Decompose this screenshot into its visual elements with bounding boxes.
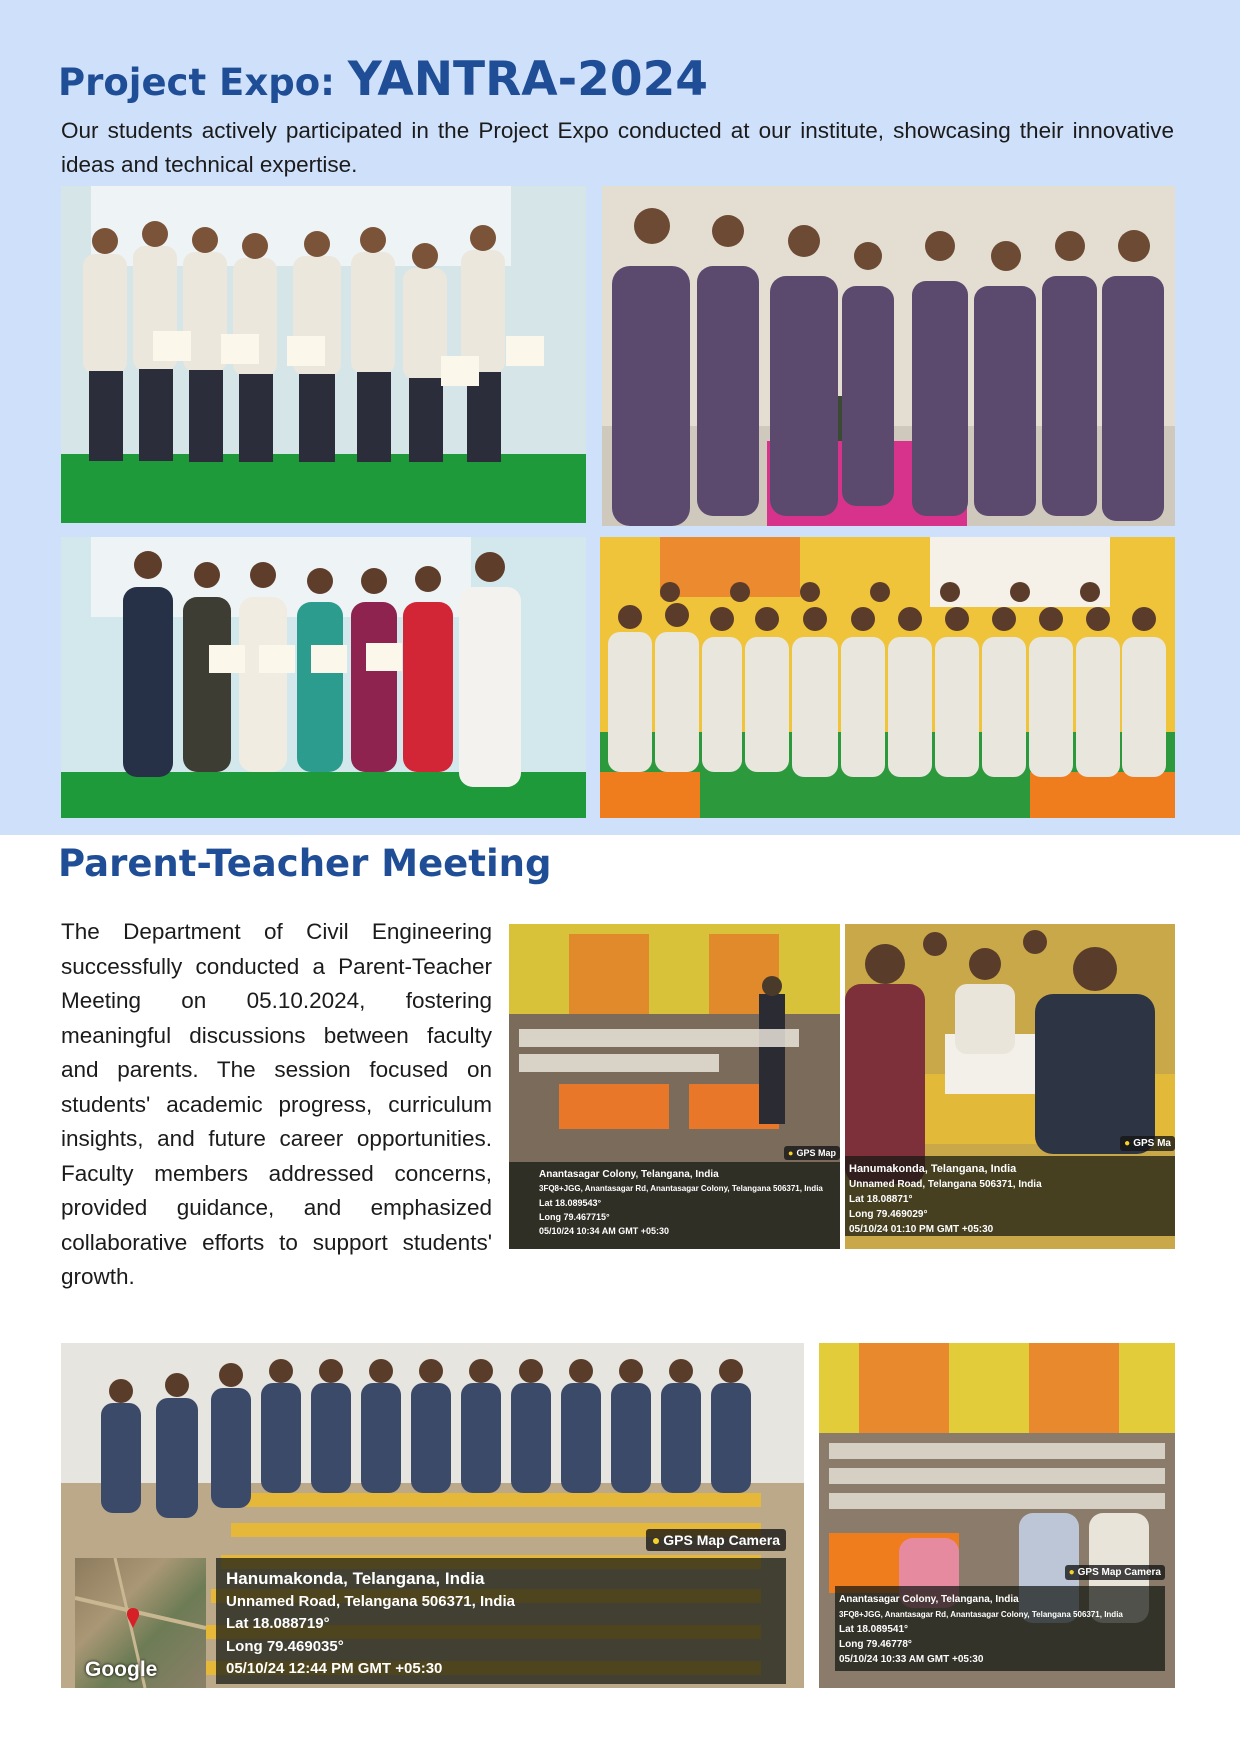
map-watermark: Google xyxy=(85,1658,158,1681)
title-highlight: YANTRA-2024 xyxy=(347,52,708,107)
caption-location: Hanumakonda, Telangana, India xyxy=(849,1163,1017,1175)
caption-longitude: Long 79.469035° xyxy=(226,1637,344,1655)
ptm-description: The Department of Civil Engineering successfully conducted a Parent-Teacher Meeting on 05.10.2024, fostering meaningful discussions between faculty and parents. The session focused on students' academic progress, curriculum insights, and future career opportunities. Faculty members addressed concerns, provided guidance, and emphasized collaborative efforts to support students' growth. xyxy=(61,919,492,1289)
gps-badge xyxy=(1065,1565,1165,1580)
caption-latitude: Lat 18.08871° xyxy=(849,1194,913,1205)
project-expo-title xyxy=(58,52,708,107)
ptm-photo-4 xyxy=(819,1343,1175,1688)
gps-badge-label: GPS Ma xyxy=(1133,1138,1171,1149)
gps-caption xyxy=(216,1558,786,1684)
expo-photo-4-scene xyxy=(600,537,1175,818)
caption-latitude: Lat 18.089541° xyxy=(839,1624,909,1635)
expo-photo-1 xyxy=(61,186,586,523)
ptm-title: Parent-Teacher Meeting xyxy=(58,842,552,885)
gps-badge-label: GPS Map Camera xyxy=(663,1532,780,1548)
caption-longitude: Long 79.46778° xyxy=(839,1639,912,1650)
caption-location: Anantasagar Colony, Telangana, India xyxy=(839,1594,1019,1605)
gps-badge xyxy=(1120,1136,1175,1151)
caption-address: Unnamed Road, Telangana 506371, India xyxy=(849,1179,1042,1190)
ptm-photo-2 xyxy=(845,924,1175,1249)
map-pin-icon: ● xyxy=(788,1148,794,1158)
caption-timestamp: 05/10/24 12:44 PM GMT +05:30 xyxy=(226,1660,443,1677)
caption-longitude: Long 79.467715° xyxy=(539,1212,610,1222)
gps-caption xyxy=(509,1162,840,1249)
caption-timestamp: 05/10/24 10:33 AM GMT +05:30 xyxy=(839,1654,984,1665)
caption-address: 3FQ8+JGG, Anantasagar Rd, Anantasagar Colony, Telangana 506371, India xyxy=(539,1184,823,1193)
map-pin-icon: ● xyxy=(1068,1567,1075,1578)
caption-address: 3FQ8+JGG, Anantasagar Rd, Anantasagar Colony, Telangana 506371, India xyxy=(839,1610,1123,1619)
ptm-photo-1 xyxy=(509,924,840,1249)
gps-badge xyxy=(646,1529,786,1551)
caption-latitude: Lat 18.088719° xyxy=(226,1615,330,1632)
caption-location: Hanumakonda, Telangana, India xyxy=(226,1569,485,1588)
expo-photo-3-scene xyxy=(61,537,586,818)
caption-address: Unnamed Road, Telangana 506371, India xyxy=(226,1592,515,1610)
expo-photo-1-scene xyxy=(61,186,586,523)
expo-photo-2 xyxy=(602,186,1175,526)
gps-caption xyxy=(835,1586,1165,1671)
ptm-photo-3 xyxy=(61,1343,804,1688)
gps-badge-label: GPS Map Camera xyxy=(1077,1567,1161,1578)
caption-location: Anantasagar Colony, Telangana, India xyxy=(539,1169,719,1180)
caption-latitude: Lat 18.089543° xyxy=(539,1198,602,1208)
map-pin-icon: ● xyxy=(651,1532,661,1548)
map-pin-icon: ● xyxy=(1124,1138,1131,1149)
expo-photo-4 xyxy=(600,537,1175,818)
map-pin-icon xyxy=(127,1608,139,1628)
expo-photo-2-scene xyxy=(602,186,1175,526)
caption-longitude: Long 79.469029° xyxy=(849,1209,928,1220)
gps-badge xyxy=(784,1146,840,1160)
project-expo-description: Our students actively participated in the Project Expo conducted at our institute, showcasing their innovative ideas and technical expertise. xyxy=(61,118,1174,177)
caption-timestamp: 05/10/24 01:10 PM GMT +05:30 xyxy=(849,1224,994,1235)
gps-badge-label: GPS Map xyxy=(796,1148,836,1158)
caption-timestamp: 05/10/24 10:34 AM GMT +05:30 xyxy=(539,1226,669,1236)
gps-caption xyxy=(845,1156,1175,1236)
location-map-thumbnail xyxy=(75,1558,206,1688)
expo-photo-3 xyxy=(61,537,586,818)
title-prefix: Project Expo: xyxy=(58,61,348,104)
